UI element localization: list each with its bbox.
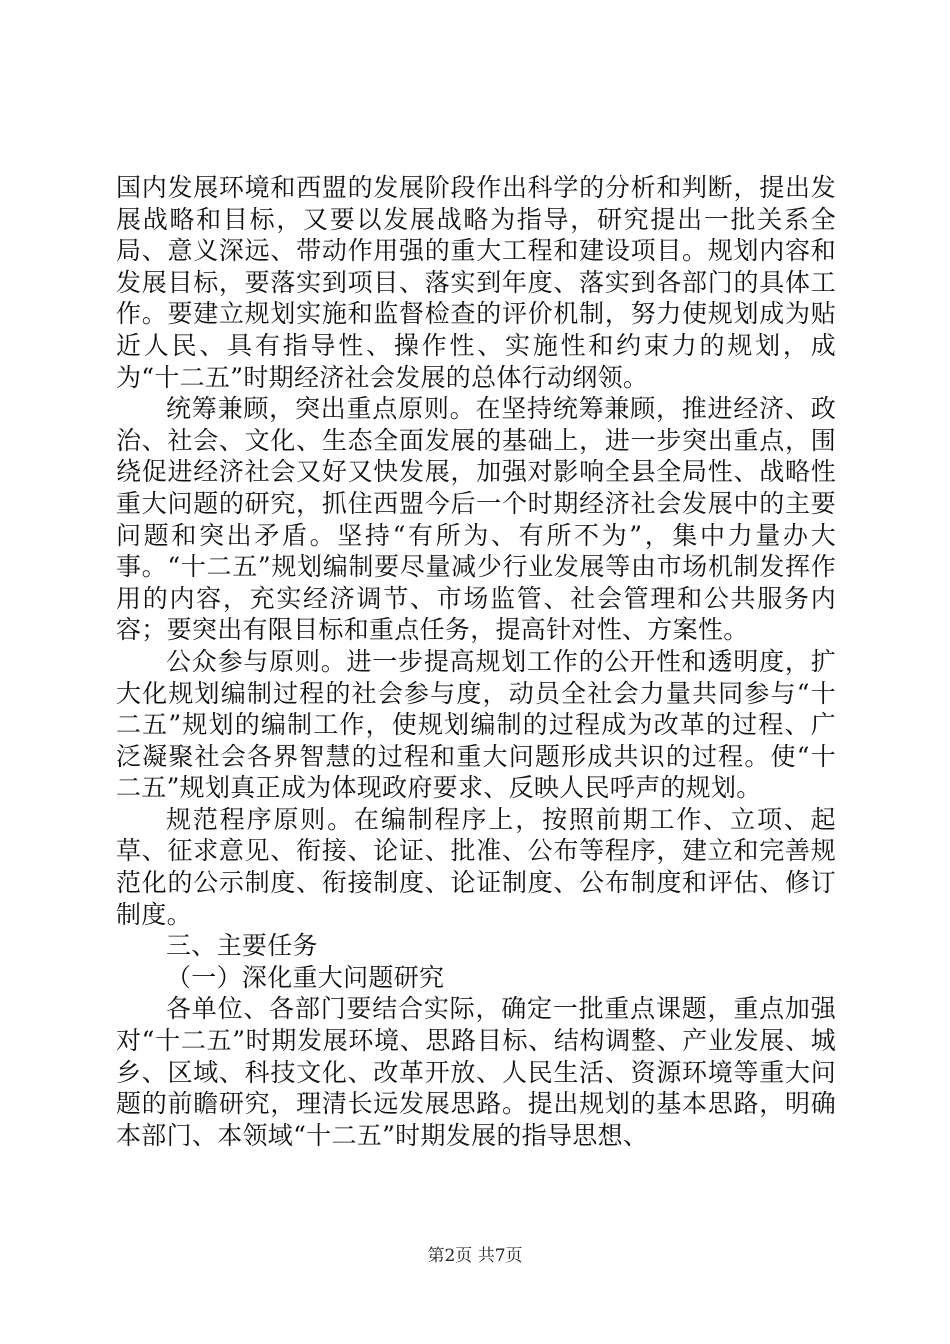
subsection-heading: （一）深化重大问题研究 <box>166 962 445 992</box>
paragraph-3: 公众参与原则。进一步提高规划工作的公开性和透明度，扩大化规划编制过程的社会参与度，动员全社会力量共同参与“十二五”规划的编制工作，使规划编制的过程成为改革的过程、广泛凝聚社会各界智慧的过程和重大问题形成共识的过程。使“十二五”规划真正成为体现政府要求、反映人民呼声的规划。 <box>116 646 836 803</box>
paragraph-2: 统筹兼顾，突出重点原则。在坚持统筹兼顾，推进经济、政治、社会、文化、生态全面发展的基础上，进一步突出重点，围绕促进经济社会又好又快发展，加强对影响全县全局性、战略性重大问题的研究，抓住西盟今后一个时期经济社会发展中的主要问题和突出矛盾。坚持“有所为、有所不为”，集中力量办大事。“十二五”规划编制要尽量减少行业发展等由市场机制发挥作用的内容，充实经济调节、市场监管、社会管理和公共服务内容；要突出有限目标和重点任务，提高针对性、方案性。 <box>116 394 836 645</box>
paragraph-1: 国内发展环境和西盟的发展阶段作出科学的分析和判断，提出发展战略和目标，又要以发展战略为指导，研究提出一批关系全局、意义深远、带动作用强的重大工程和建设项目。规划内容和发展目标，要落实到项目、落实到年度、落实到各部门的具体工作。要建立规划实施和监督检查的评价机制，努力使规划成为贴近人民、具有指导性、操作性、实施性和约束力的规划，成为“十二五”时期经济社会发展的总体行动纲领。 <box>116 173 836 392</box>
paragraph-4: 规范程序原则。在编制程序上，按照前期工作、立项、起草、征求意见、衔接、论证、批准、公布等程序，建立和完善规范化的公示制度、衔接制度、论证制度、公布制度和评估、修订制度。 <box>116 804 836 929</box>
page-number-footer: 第2页 共7页 <box>427 1246 523 1266</box>
section-heading: 三、主要任务 <box>166 931 318 961</box>
paragraph-5: 各单位、各部门要结合实际，确定一批重点课题，重点加强对“十二五”时期发展环境、思路目标、结构调整、产业发展、城乡、区域、科技文化、改革开放、人民生活、资源环境等重大问题的前瞻研究，理清长远发展思路。提出规划的基本思路，明确本部门、本领域“十二五”时期发展的指导思想、 <box>116 994 836 1150</box>
document-body <box>116 172 836 1151</box>
